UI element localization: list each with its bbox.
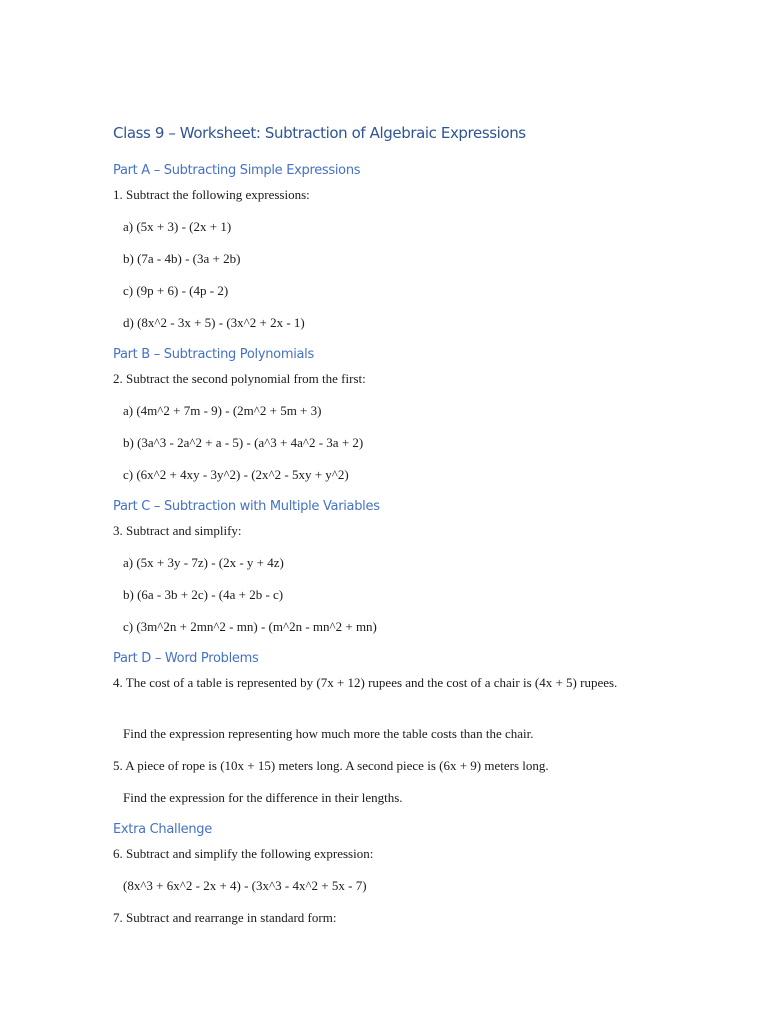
question-1a: a) (5x + 3) - (2x + 1) (123, 219, 232, 234)
question-3a: a) (5x + 3y - 7z) - (2x - y + 4z) (123, 555, 284, 570)
question-4: 4. The cost of a table is represented by (7x + 12) rupees and the cost of a chair is (4x + 5) rupees. (113, 675, 618, 690)
question-1c: c) (9p + 6) - (4p - 2) (123, 283, 229, 298)
part-d-heading: Part D – Word Problems (113, 651, 259, 666)
part-a-heading: Part A – Subtracting Simple Expressions (113, 163, 361, 178)
question-2c: c) (6x^2 + 4xy - 3y^2) - (2x^2 - 5xy + y^2) (123, 467, 349, 482)
question-2: 2. Subtract the second polynomial from the first: (113, 371, 366, 386)
question-3: 3. Subtract and simplify: (113, 523, 242, 538)
question-1b: b) (7a - 4b) - (3a + 2b) (123, 251, 241, 266)
question-2a: a) (4m^2 + 7m - 9) - (2m^2 + 5m + 3) (123, 403, 322, 418)
question-5: 5. A piece of rope is (10x + 15) meters long. A second piece is (6x + 9) meters long. (113, 758, 549, 773)
question-2b: b) (3a^3 - 2a^2 + a - 5) - (a^3 + 4a^2 - 3a + 2) (123, 435, 364, 450)
question-7: 7. Subtract and rearrange in standard form: (113, 910, 337, 925)
part-c-heading: Part C – Subtraction with Multiple Variables (113, 499, 380, 514)
part-b-heading: Part B – Subtracting Polynomials (113, 347, 314, 362)
question-3c: c) (3m^2n + 2mn^2 - mn) - (m^2n - mn^2 + mn) (123, 619, 377, 634)
question-3b: b) (6a - 3b + 2c) - (4a + 2b - c) (123, 587, 284, 602)
question-1d: d) (8x^2 - 3x + 5) - (3x^2 + 2x - 1) (123, 315, 305, 330)
question-6: 6. Subtract and simplify the following expression: (113, 846, 374, 861)
page-title: Class 9 – Worksheet: Subtraction of Algebraic Expressions (113, 124, 526, 142)
question-6-expression: (8x^3 + 6x^2 - 2x + 4) - (3x^3 - 4x^2 + 5x - 7) (123, 878, 367, 893)
question-1: 1. Subtract the following expressions: (113, 187, 310, 202)
question-4-followup: Find the expression representing how much more the table costs than the chair. (123, 726, 534, 741)
extra-challenge-heading: Extra Challenge (113, 822, 212, 837)
question-5-followup: Find the expression for the difference in their lengths. (123, 790, 403, 805)
worksheet-page (113, 0, 733, 1024)
